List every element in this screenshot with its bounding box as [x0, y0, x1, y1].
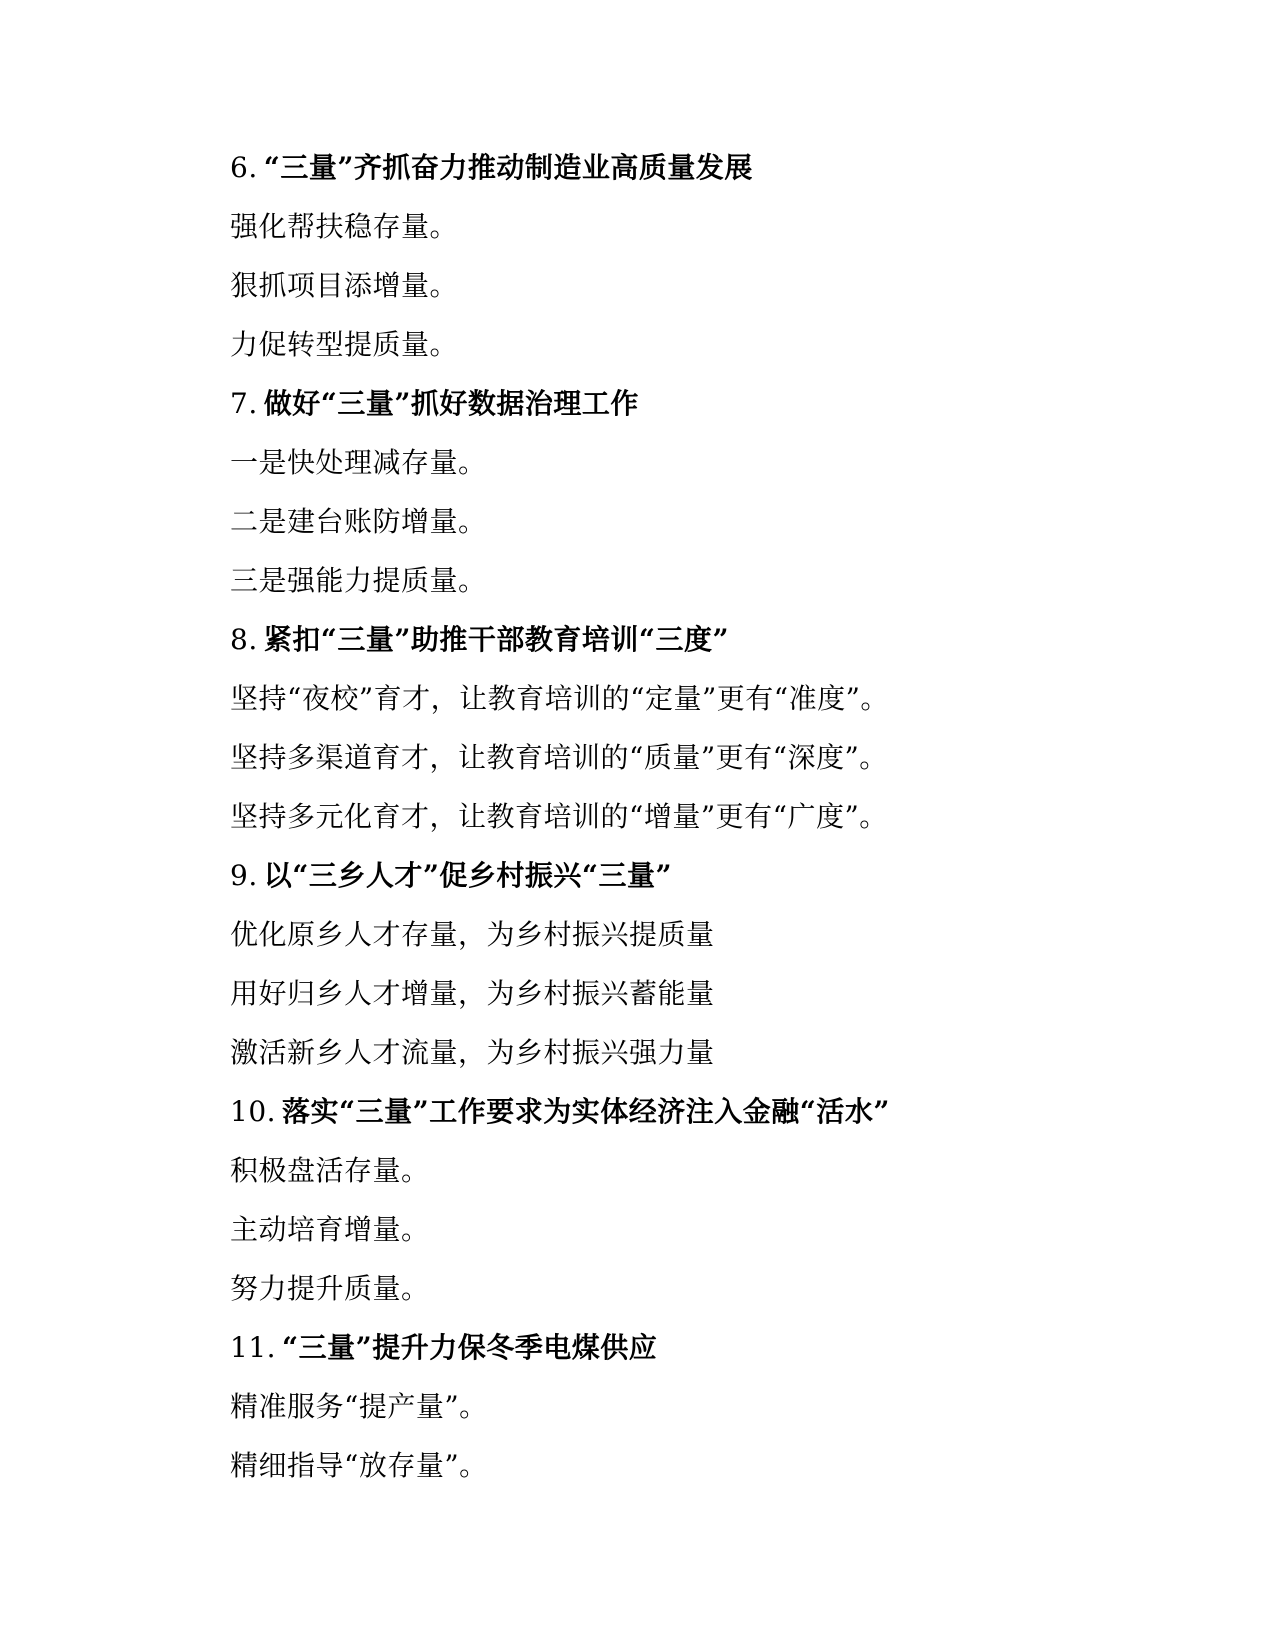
section-title: 以“三乡人才”促乡村振兴“三量”: [263, 859, 673, 892]
section-title: 做好“三量”抓好数据治理工作: [263, 387, 639, 420]
section-6: [230, 138, 1210, 374]
list-item: 力促转型提质量。: [230, 328, 459, 361]
list-item: 主动培育增量。: [230, 1213, 430, 1246]
section-10: [230, 1082, 1210, 1318]
section-number: 11.: [230, 1331, 277, 1364]
section-heading: [230, 1318, 1210, 1377]
section-heading: [230, 374, 1210, 433]
section-heading: [230, 1082, 1210, 1141]
section-heading: [230, 846, 1210, 905]
list-item: 用好归乡人才增量，为乡村振兴蓄能量: [230, 977, 715, 1010]
list-item: 一是快处理减存量。: [230, 446, 487, 479]
list-item: 精细指导“放存量”。: [230, 1449, 488, 1482]
section-title: 落实“三量”工作要求为实体经济注入金融“活水”: [282, 1095, 890, 1128]
section-number: 6.: [230, 151, 258, 184]
section-title: “三量”提升力保冬季电煤供应: [282, 1331, 658, 1364]
list-item: 狠抓项目添增量。: [230, 269, 459, 302]
list-item: 坚持多元化育才，让教育培训的“增量”更有“广度”。: [230, 800, 888, 833]
section-title: “三量”齐抓奋力推动制造业高质量发展: [263, 151, 753, 184]
section-8: [230, 610, 1210, 846]
section-heading: [230, 138, 1210, 197]
list-item: 努力提升质量。: [230, 1272, 430, 1305]
list-item: 坚持多渠道育才，让教育培训的“质量”更有“深度”。: [230, 741, 888, 774]
section-number: 8.: [230, 623, 258, 656]
list-item: 三是强能力提质量。: [230, 564, 487, 597]
list-item: 坚持“夜校”育才，让教育培训的“定量”更有“准度”。: [230, 682, 889, 715]
section-number: 10.: [230, 1095, 277, 1128]
document-page: [230, 138, 1210, 1495]
list-item: 积极盘活存量。: [230, 1154, 430, 1187]
section-title: 紧扣“三量”助推干部教育培训“三度”: [263, 623, 730, 656]
section-heading: [230, 610, 1210, 669]
section-number: 9.: [230, 859, 258, 892]
section-9: [230, 846, 1210, 1082]
section-number: 7.: [230, 387, 258, 420]
list-item: 激活新乡人才流量，为乡村振兴强力量: [230, 1036, 715, 1069]
list-item: 精准服务“提产量”。: [230, 1390, 488, 1423]
section-7: [230, 374, 1210, 610]
section-11: [230, 1318, 1210, 1495]
list-item: 强化帮扶稳存量。: [230, 210, 459, 243]
list-item: 优化原乡人才存量，为乡村振兴提质量: [230, 918, 715, 951]
list-item: 二是建台账防增量。: [230, 505, 487, 538]
